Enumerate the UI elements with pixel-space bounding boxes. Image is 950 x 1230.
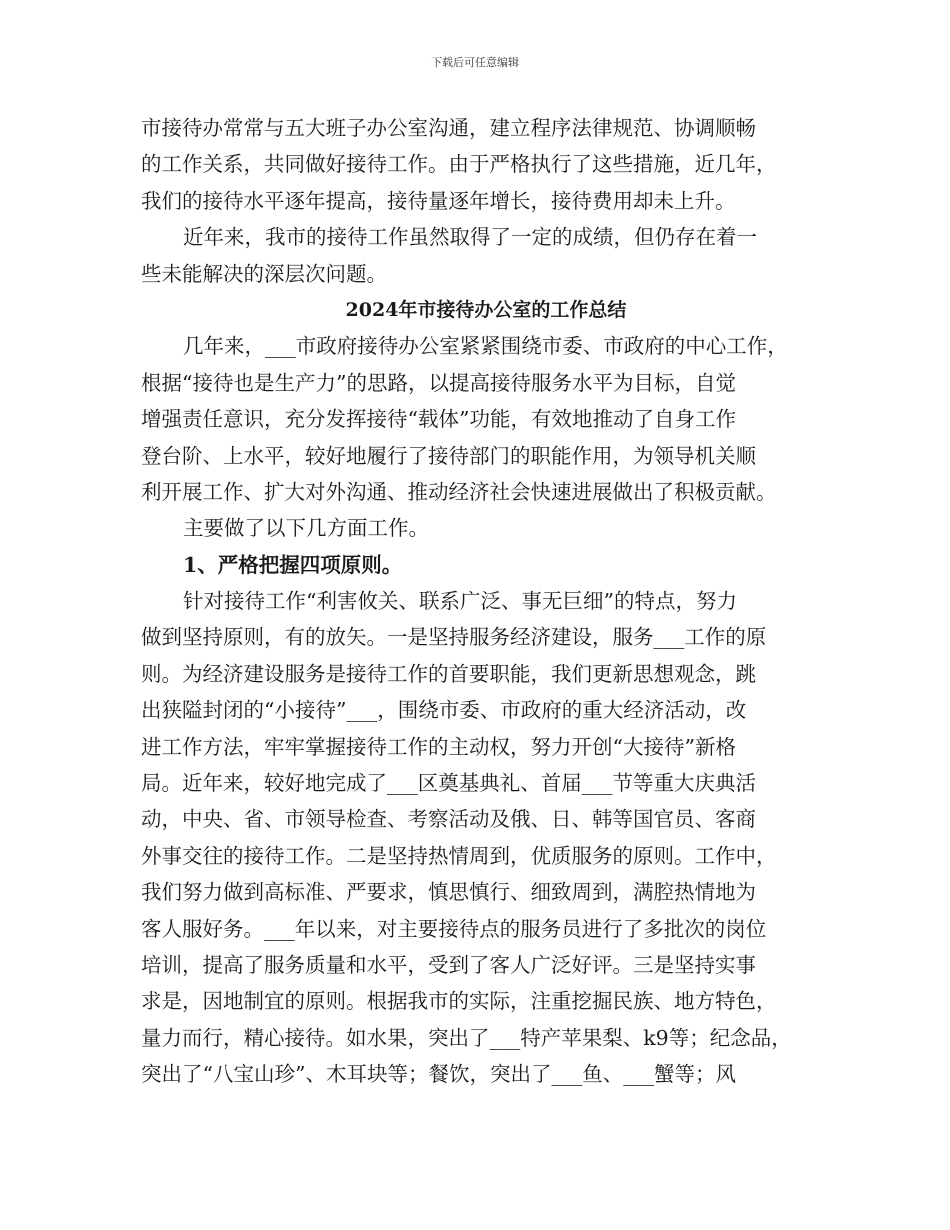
text-line: 动，中央、省、市领导检查、考察活动及俄、日、韩等国官员、客商: [141, 807, 756, 832]
text-line: 1、严格把握四项原则。: [183, 552, 403, 577]
text-line: 些未能解决的深层次问题。: [141, 261, 387, 286]
text-line: 利开展工作、扩大对外沟通、推动经济社会快速进展做出了积极贡献。: [141, 479, 777, 504]
text-line: 量力而行，精心接待。如水果，突出了___特产苹果梨、k9等；纪念品，: [141, 1025, 792, 1050]
text-line: 出狭隘封闭的“小接待”___，围绕市委、市政府的重大经济活动，改: [141, 698, 747, 723]
text-line: 我们努力做到高标准、严要求，慎思慎行、细致周到，满腔热情地为: [141, 880, 756, 905]
text-line: 局。近年来，较好地完成了___区奠基典礼、首届___节等重大庆典活: [141, 771, 756, 796]
text-line: 登台阶、上水平，较好地履行了接待部门的职能作用，为领导机关顺: [141, 443, 756, 468]
text-line: 根据“接待也是生产力”的思路，以提高接待服务水平为目标，自觉: [141, 370, 736, 395]
text-line: 几年来，___市政府接待办公室紧紧围绕市委、市政府的中心工作，: [183, 334, 788, 359]
text-line: 市接待办常常与五大班子办公室沟通，建立程序法律规范、协调顺畅: [141, 116, 756, 140]
text-line: 做到坚持原则，有的放矢。一是坚持服务经济建设，服务___工作的原: [141, 625, 767, 650]
text-line: 求是，因地制宜的原则。根据我市的实际，注重挖掘民族、地方特色，: [141, 989, 777, 1014]
text-line: 则。为经济建设服务是接待工作的首要职能，我们更新思想观念，跳: [141, 661, 756, 686]
text-line: 外事交往的接待工作。二是坚持热情周到，优质服务的原则。工作中，: [141, 843, 777, 868]
text-line: 培训，提高了服务质量和水平，受到了客人广泛好评。三是坚持实事: [141, 952, 756, 977]
text-line: 突出了“八宝山珍”、木耳块等；餐饮，突出了___鱼、___蟹等；风: [141, 1062, 736, 1087]
text-line: 客人服好务。___年以来，对主要接待点的服务员进行了多批次的岗位: [141, 916, 767, 941]
section-title: 2024年市接待办公室的工作总结: [345, 298, 627, 321]
text-line: 的工作关系，共同做好接待工作。由于严格执行了这些措施，近几年，: [141, 152, 777, 177]
text-line: 主要做了以下几方面工作。: [183, 516, 429, 541]
text-line: 针对接待工作“利害攸关、联系广泛、事无巨细”的特点，努力: [183, 589, 737, 614]
text-line: 近年来，我市的接待工作虽然取得了一定的成绩，但仍存在着一: [183, 225, 757, 250]
page-header-note: 下载后可任意编辑: [431, 56, 519, 69]
text-line: 我们的接待水平逐年提高，接待量逐年增长，接待费用却未上升。: [141, 188, 736, 213]
text-line: 增强责任意识，充分发挥接待“载体”功能，有效地推动了自身工作: [141, 407, 736, 432]
text-line: 进工作方法，牢牢掌握接待工作的主动权，努力开创“大接待”新格: [141, 734, 736, 759]
document-body: [141, 110, 831, 1093]
